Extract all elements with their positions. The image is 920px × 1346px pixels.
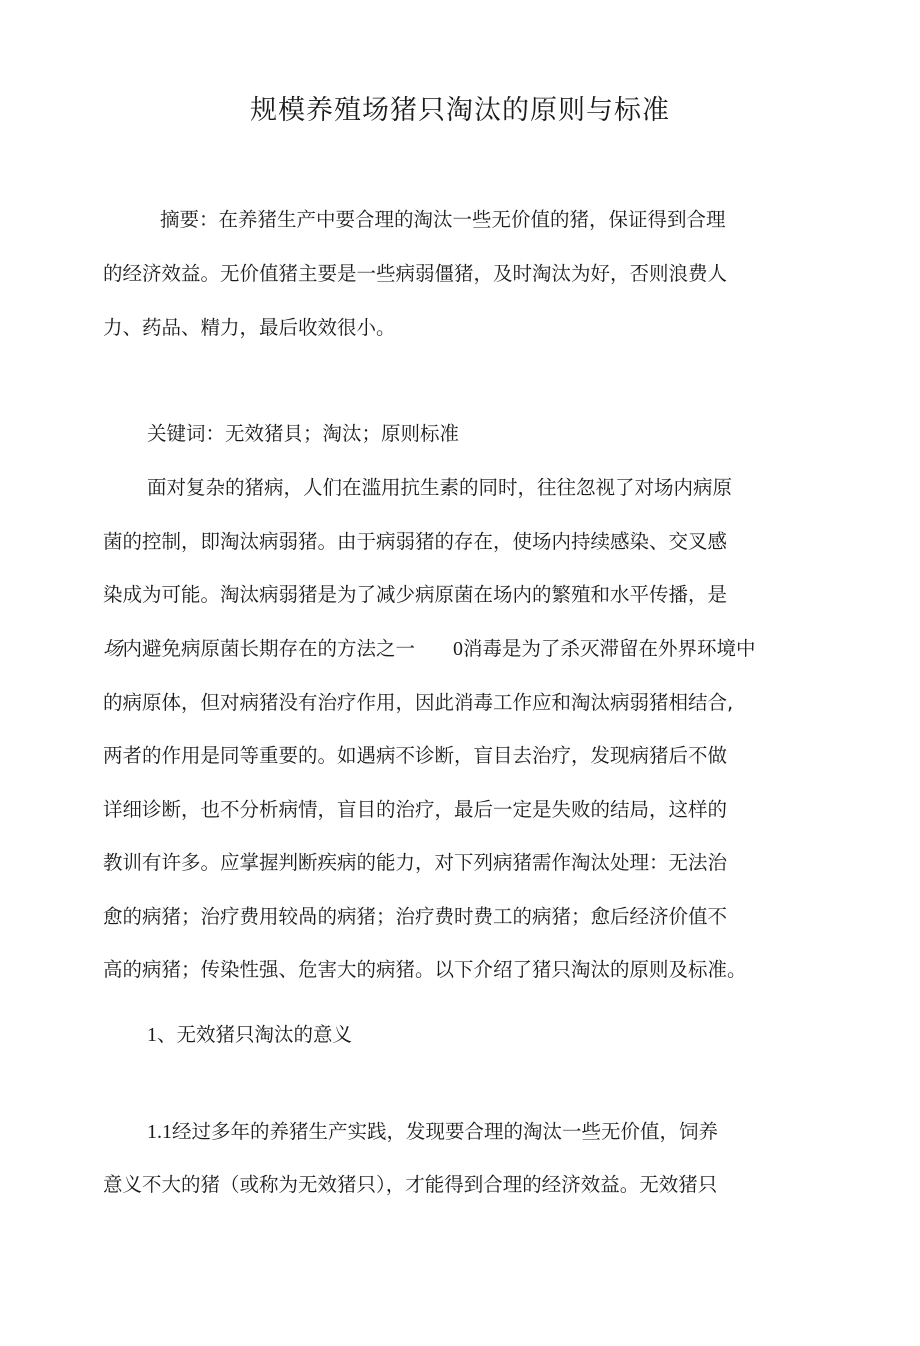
keywords-line: 关键词：无效猪貝；淘汰；原则标准 xyxy=(147,422,460,445)
intro-line-4-lead: 场 xyxy=(103,637,123,660)
para-1-1-text-1: 经过多年的养猪生产实践，发现要合理的淘汰一些无价值，饲养 xyxy=(172,1120,719,1143)
intro-line-6: 两者的作用是同等重要的。如遇病不诊断，盲目去治疗，发现病猪后不做 xyxy=(103,744,728,767)
intro-line-4 xyxy=(103,635,756,663)
intro-line-2: 菌的控制，即淘汰病弱猪。由于病弱猪的存在，使场内持续感染、交叉感 xyxy=(103,530,728,553)
intro-line-7: 详细诊断，也不分析病情，盲目的治疗，最后一定是失败的结局，这样的 xyxy=(103,798,728,821)
intro-line-4-text: 内避免病原菌长期存在的方法之一 xyxy=(122,637,416,660)
para-1-1-line-1 xyxy=(147,1118,718,1146)
intro-line-5: 的病原体，但对病猪没有治疗作用，因此消毒工作应和淘汰病弱猪相结合, xyxy=(103,691,734,714)
intro-line-4-zero: 0 xyxy=(453,638,464,660)
section-1-number: 1 xyxy=(147,1024,157,1046)
intro-line-8: 教训有许多。应掌握判断疾病的能力，对下列病猪需作淘汰处理：无法治 xyxy=(103,851,728,874)
abstract-line-1: 摘要：在养猪生产中要合理的淘汰一些无价值的猪，保证得到合理 xyxy=(160,208,726,231)
para-1-1-line-2: 意义不大的猪（或称为无效猪只），才能得到合理的经济效益。无效猪只 xyxy=(103,1173,718,1196)
intro-line-9: 愈的病猪；治疗费用较咼的病猪；治疗费时费工的病猪；愈后经济价值不 xyxy=(103,905,728,928)
abstract-line-2: 的经济效益。无价值猪主要是一些病弱僵猪，及时淘汰为好，否则浪费人 xyxy=(103,262,728,285)
section-1-heading xyxy=(147,1021,352,1049)
intro-line-3: 染成为可能。淘汰病弱猪是为了减少病原菌在场内的繁殖和水平传播，是 xyxy=(103,583,728,606)
para-1-1-number: 1.1 xyxy=(147,1121,172,1143)
intro-line-10: 高的病猪；传染性强、危害大的病猪。以下介绍了猪只淘汰的原则及标准。 xyxy=(103,958,747,981)
intro-line-4-tail: 消毒是为了杀灭滞留在外界环境中 xyxy=(463,637,756,660)
document-title: 规模养殖场猪只淘汰的原则与标准 xyxy=(250,95,670,126)
abstract-line-3: 力、药品、精力，最后收效很小。 xyxy=(103,316,396,339)
section-1-text: 、无效猪只淘汰的意义 xyxy=(157,1023,353,1046)
intro-line-1: 面对复杂的猪病，人们在滥用抗生素的同时，往往忽视了对场内病原 xyxy=(147,476,733,499)
